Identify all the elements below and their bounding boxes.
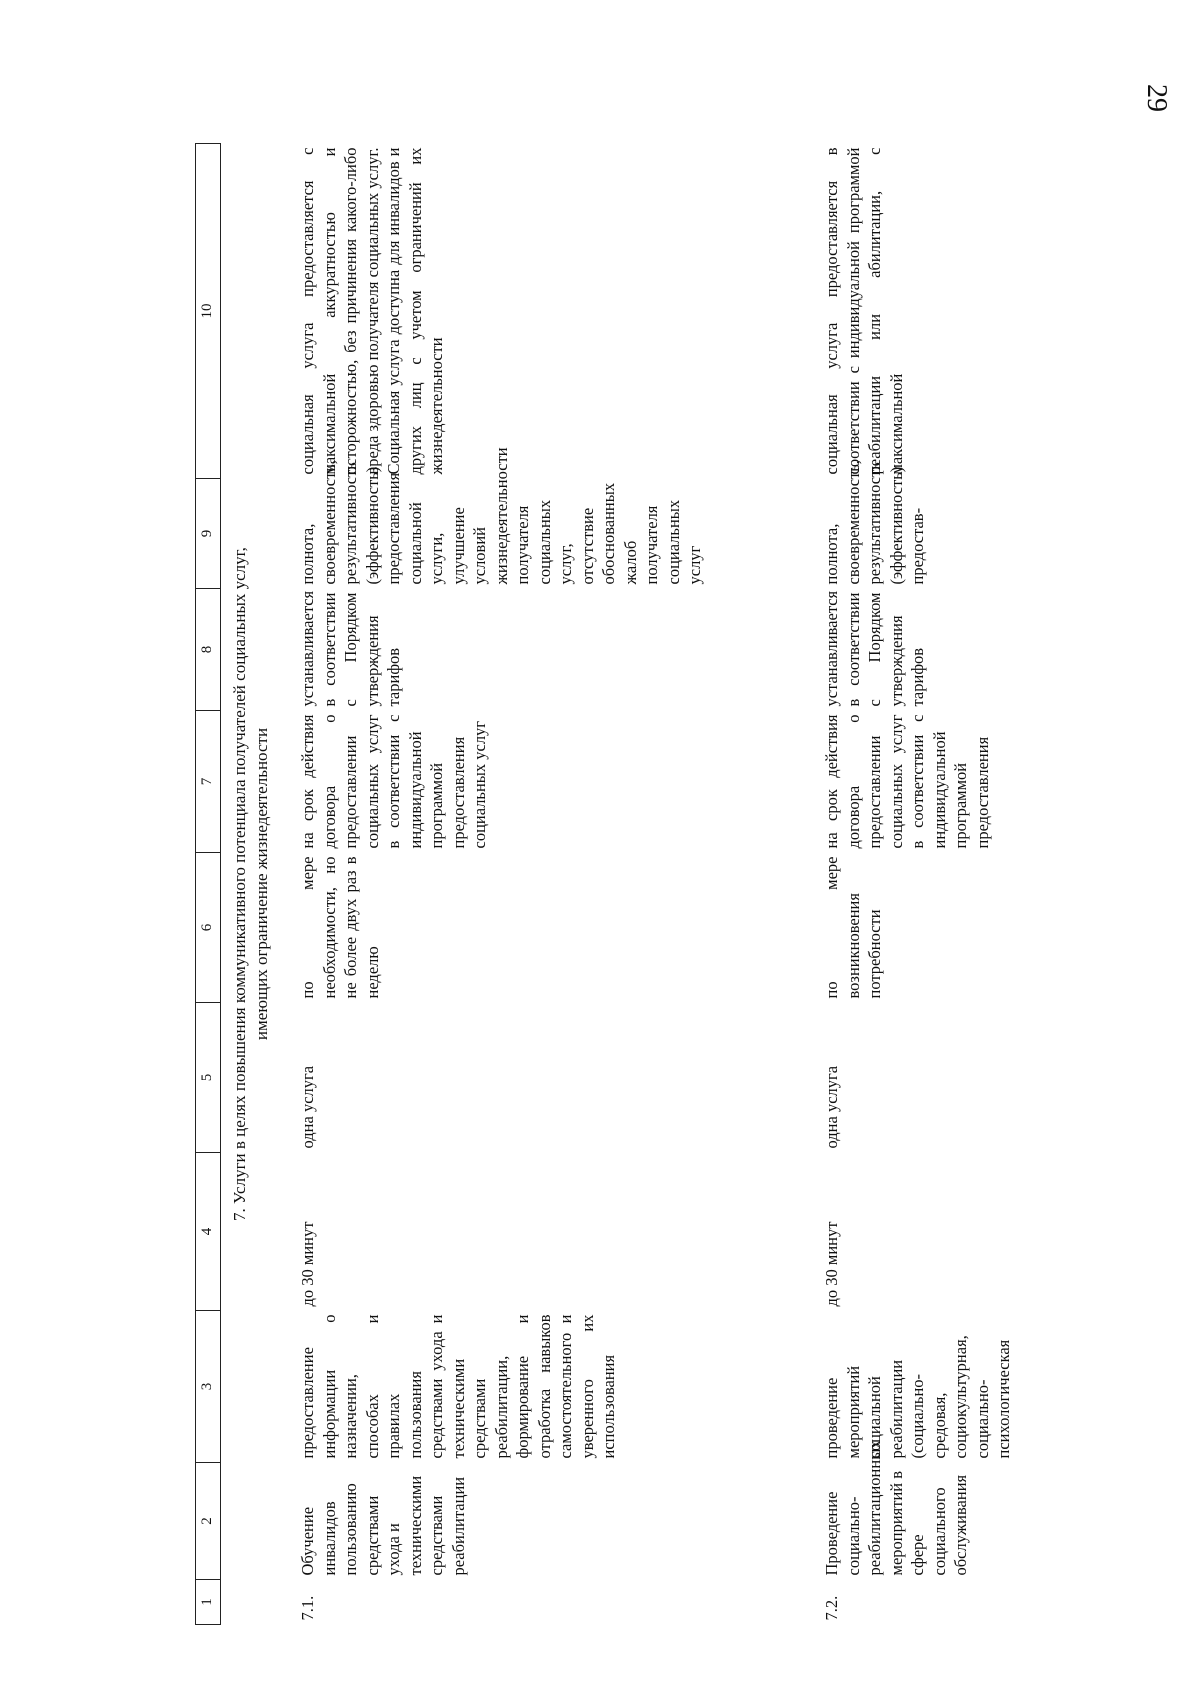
column-number: 4 bbox=[196, 1153, 221, 1311]
column-number-header bbox=[196, 144, 221, 1625]
column-number: 1 bbox=[196, 1580, 221, 1625]
unit-of-service: одна услуга bbox=[298, 1065, 317, 1149]
term: на срок действия договора о предоставлении социальных услуг в соответствии с индивидуальной программой предоставления bbox=[822, 714, 992, 849]
quality-indicators: полнота, своевременность, результативность (эффективность) предоставления социальной услуги, улучшение условий жизнедеятельности получателя социальных услуг, отсутствие обоснованных жалоб получателя социальных услуг bbox=[298, 447, 704, 585]
column-number: 3 bbox=[196, 1311, 221, 1463]
rotated-table-frame bbox=[195, 145, 1195, 1625]
column-number: 2 bbox=[196, 1463, 221, 1580]
column-number: 8 bbox=[196, 589, 221, 711]
section-title-line: имеющих ограничение жизнедеятельности bbox=[252, 727, 271, 1041]
tariff: устанавливается в соответствии с Порядком утверждения тарифов bbox=[822, 590, 927, 707]
row-number: 7.2. bbox=[822, 1595, 841, 1621]
table-row bbox=[811, 144, 1019, 1625]
time-norm: до 30 минут bbox=[822, 1221, 841, 1307]
service-description: проведение мероприятий социальной реабилитации (социально-средовая, социокультурная, социально-психологическая bbox=[822, 1335, 1013, 1459]
service-name: Обучение инвалидов пользованию средствами ухода и техническими средствами реабилитации bbox=[298, 1475, 468, 1576]
column-number: 6 bbox=[196, 853, 221, 1003]
time-norm: до 30 минут bbox=[298, 1221, 317, 1307]
section-title bbox=[221, 144, 292, 1625]
page-number: 29 bbox=[1141, 84, 1172, 112]
column-number: 10 bbox=[196, 144, 221, 479]
frequency: по мере необходимости, но не более двух раз в неделю bbox=[298, 856, 382, 999]
frequency: по мере возникновения потребности bbox=[822, 856, 884, 999]
term: на срок действия договора о предоставлении социальных услуг в соответствии с индивидуальной программой предоставления социальных услуг bbox=[298, 714, 489, 849]
services-table bbox=[195, 143, 1019, 1625]
service-description: предоставление информации о назначении, способах и правилах пользования средствами ухода и техническими средствами реабилитации, формирование и отработка навыков самостоятельного и уверенного их использования bbox=[298, 1314, 618, 1459]
row-number: 7.1. bbox=[298, 1595, 317, 1621]
service-conditions: социальная услуга предоставляется с максимальной аккуратностью и осторожностью, без причинения какого-либо вреда здоровью получателя социальных услуг. Социальная услуга доступна для инвалидов и других лиц с учетом ограничений их жизнедеятельности bbox=[298, 147, 446, 475]
service-name: Проведение социально-реабилитационных мероприятий в сфере социального обслуживания bbox=[822, 1440, 970, 1576]
table-row bbox=[291, 144, 811, 1625]
column-number: 7 bbox=[196, 711, 221, 853]
section-title-line: 7. Услуги в целях повышения коммуникативного потенциала получателей социальных услуг, bbox=[230, 547, 249, 1221]
column-number: 9 bbox=[196, 479, 221, 589]
tariff: устанавливается в соответствии с Порядком утверждения тарифов bbox=[298, 590, 403, 707]
quality-indicators: полнота, своевременность, результативность (эффективность) предостав- bbox=[822, 460, 927, 585]
service-conditions: социальная услуга предоставляется в соответствии с индивидуальной программой реабилитации или абилитации, с максимальной bbox=[822, 147, 906, 475]
unit-of-service: одна услуга bbox=[822, 1065, 841, 1149]
column-number: 5 bbox=[196, 1003, 221, 1153]
